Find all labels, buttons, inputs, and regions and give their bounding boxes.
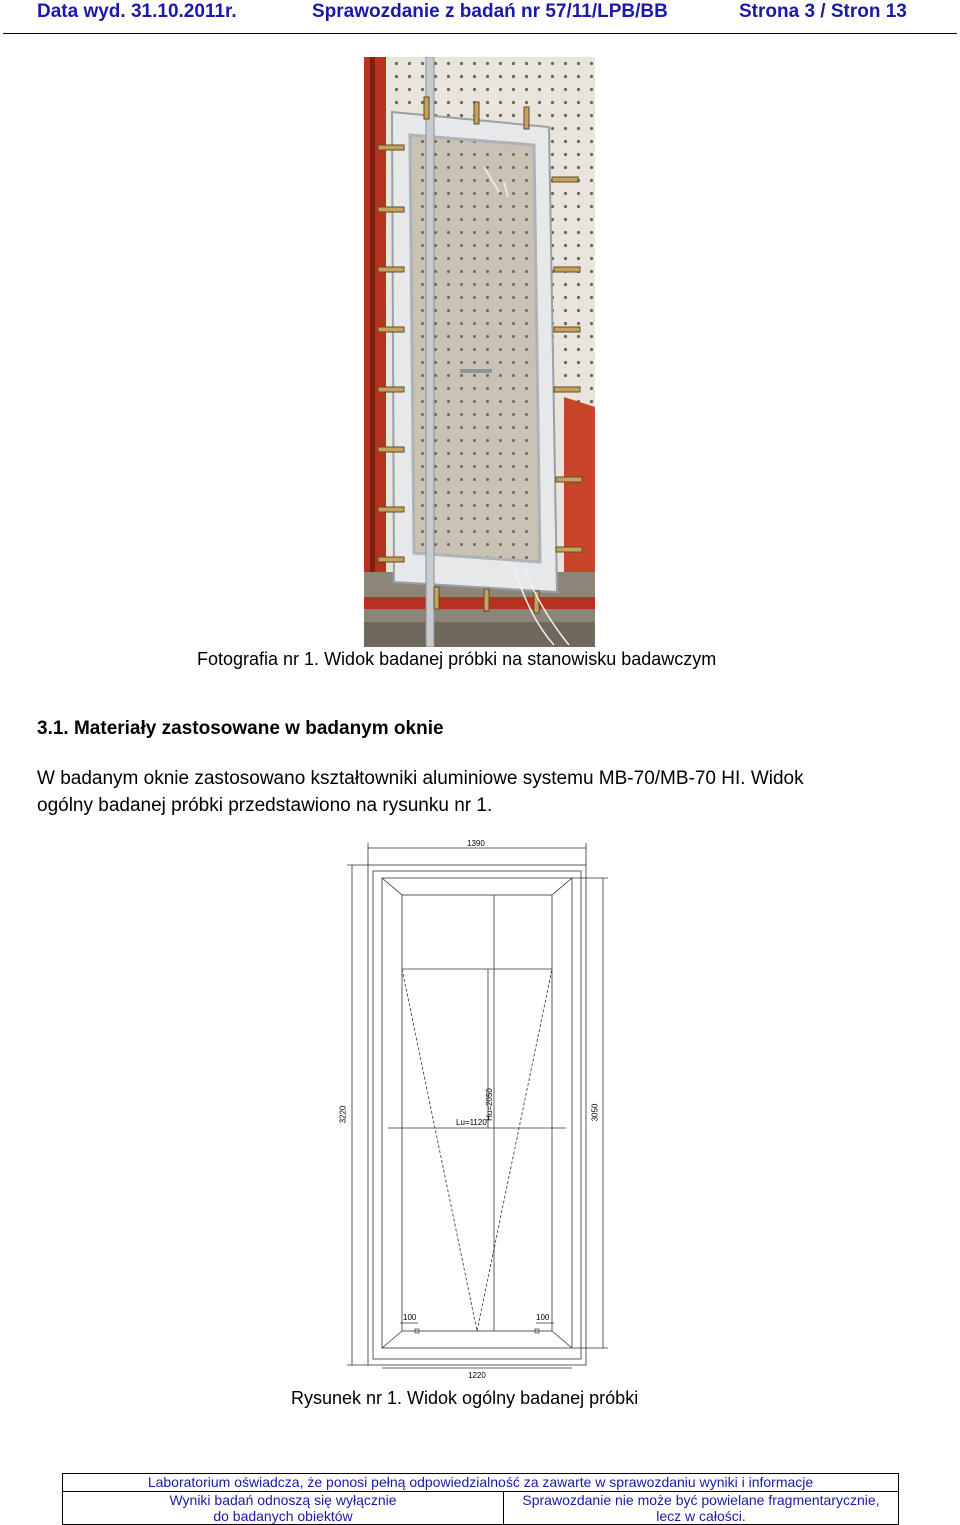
photo-caption: Fotografia nr 1. Widok badanej próbki na stanowisku badawczym	[197, 649, 717, 669]
issue-date: Data wyd. 31.10.2011r.	[37, 1, 237, 22]
section-title: 3.1. Materiały zastosowane w badanym oknie	[37, 718, 444, 739]
page-header	[0, 0, 960, 34]
dimension-label: Hu=2050	[484, 1088, 494, 1121]
paragraph-line: ogólny badanej próbki przedstawiono na rysunku nr 1.	[37, 795, 493, 816]
footer-text: lecz w całości.	[656, 1508, 746, 1524]
page-footer	[62, 1473, 899, 1525]
dimension-label: Lu=1120	[456, 1118, 487, 1127]
dimension-label: 100	[403, 1313, 417, 1322]
header-divider	[3, 33, 957, 34]
dimension-label: 100	[536, 1313, 550, 1322]
page-number: Strona 3 / Stron 13	[739, 1, 907, 22]
dimension-label: 3050	[590, 1103, 600, 1122]
footer-text: do badanych obiektów	[213, 1508, 353, 1524]
window-technical-drawing	[330, 835, 620, 1390]
footer-right-cell	[504, 1492, 898, 1524]
footer-text: Sprawozdanie nie może być powielane fragmentarycznie,	[522, 1492, 880, 1508]
footer-text: Wyniki badań odnoszą się wyłącznie	[169, 1492, 397, 1508]
window-test-photo	[364, 57, 595, 647]
report-title: Sprawozdanie z badań nr 57/11/LPB/BB	[312, 1, 668, 22]
drawing-caption: Rysunek nr 1. Widok ogólny badanej próbki	[291, 1388, 639, 1408]
footer-statement: Laboratorium oświadcza, że ponosi pełną odpowiedzialność za zawarte w sprawozdaniu wyniki i informacje	[63, 1474, 898, 1492]
dimension-label: 1220	[468, 1371, 486, 1380]
dimension-label: 1390	[467, 839, 485, 848]
dimension-label: 3220	[338, 1105, 348, 1124]
paragraph-line: W badanym oknie zastosowano kształtowniki aluminiowe systemu MB-70/MB-70 HI. Widok	[37, 768, 804, 789]
footer-left-cell	[63, 1492, 504, 1524]
